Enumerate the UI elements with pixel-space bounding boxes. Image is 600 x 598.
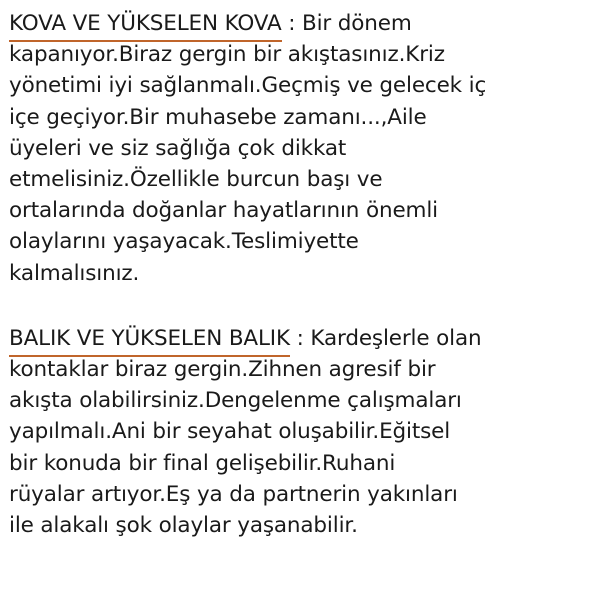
section-first-line (9, 323, 594, 354)
section-heading: KOVA VE YÜKSELEN KOVA (9, 8, 282, 39)
paragraph-line: olaylarını yaşayacak.Teslimiyette (9, 229, 359, 255)
paragraph-line: yönetimi iyi sağlanmalı.Geçmiş ve gelecek iç (9, 73, 487, 99)
section-heading: BALIK VE YÜKSELEN BALIK (9, 323, 290, 354)
paragraph-line: rüyalar artıyor.Eş ya da partnerin yakınları (9, 481, 458, 507)
paragraph-line: yapılmalı.Ani bir seyahat oluşabilir.Eğitsel (9, 419, 451, 445)
paragraph-line: ortalarında doğanlar hayatlarının önemli (9, 198, 438, 224)
heading-suffix: : Bir dönem (281, 11, 412, 36)
paragraph-line: kapanıyor.Biraz gergin bir akıştasınız.Kriz (9, 42, 445, 68)
section-first-line (9, 8, 594, 39)
paragraph-line: bir konuda bir final gelişebilir.Ruhani (9, 450, 396, 476)
paragraph-line: içe geçiyor.Bir muhasebe zamanı...,Aile (9, 104, 427, 130)
paragraph-line: kontaklar biraz gergin.Zihnen agresif bir (9, 357, 436, 383)
paragraph-line: kalmalısınız. (9, 260, 140, 286)
paragraph-line: üyeleri ve siz sağlığa çok dikkat (9, 135, 347, 161)
paragraph-line: etmelisiniz.Özellikle burcun başı ve (9, 167, 383, 193)
heading-suffix: : Kardeşlerle olan (289, 325, 482, 351)
section-kova (9, 8, 594, 289)
paragraph-line: ile alakalı şok olaylar yaşanabilir. (9, 513, 358, 539)
section-balik (9, 323, 594, 541)
paragraph-line: akışta olabilirsiniz.Dengelenme çalışmaları (9, 388, 462, 414)
